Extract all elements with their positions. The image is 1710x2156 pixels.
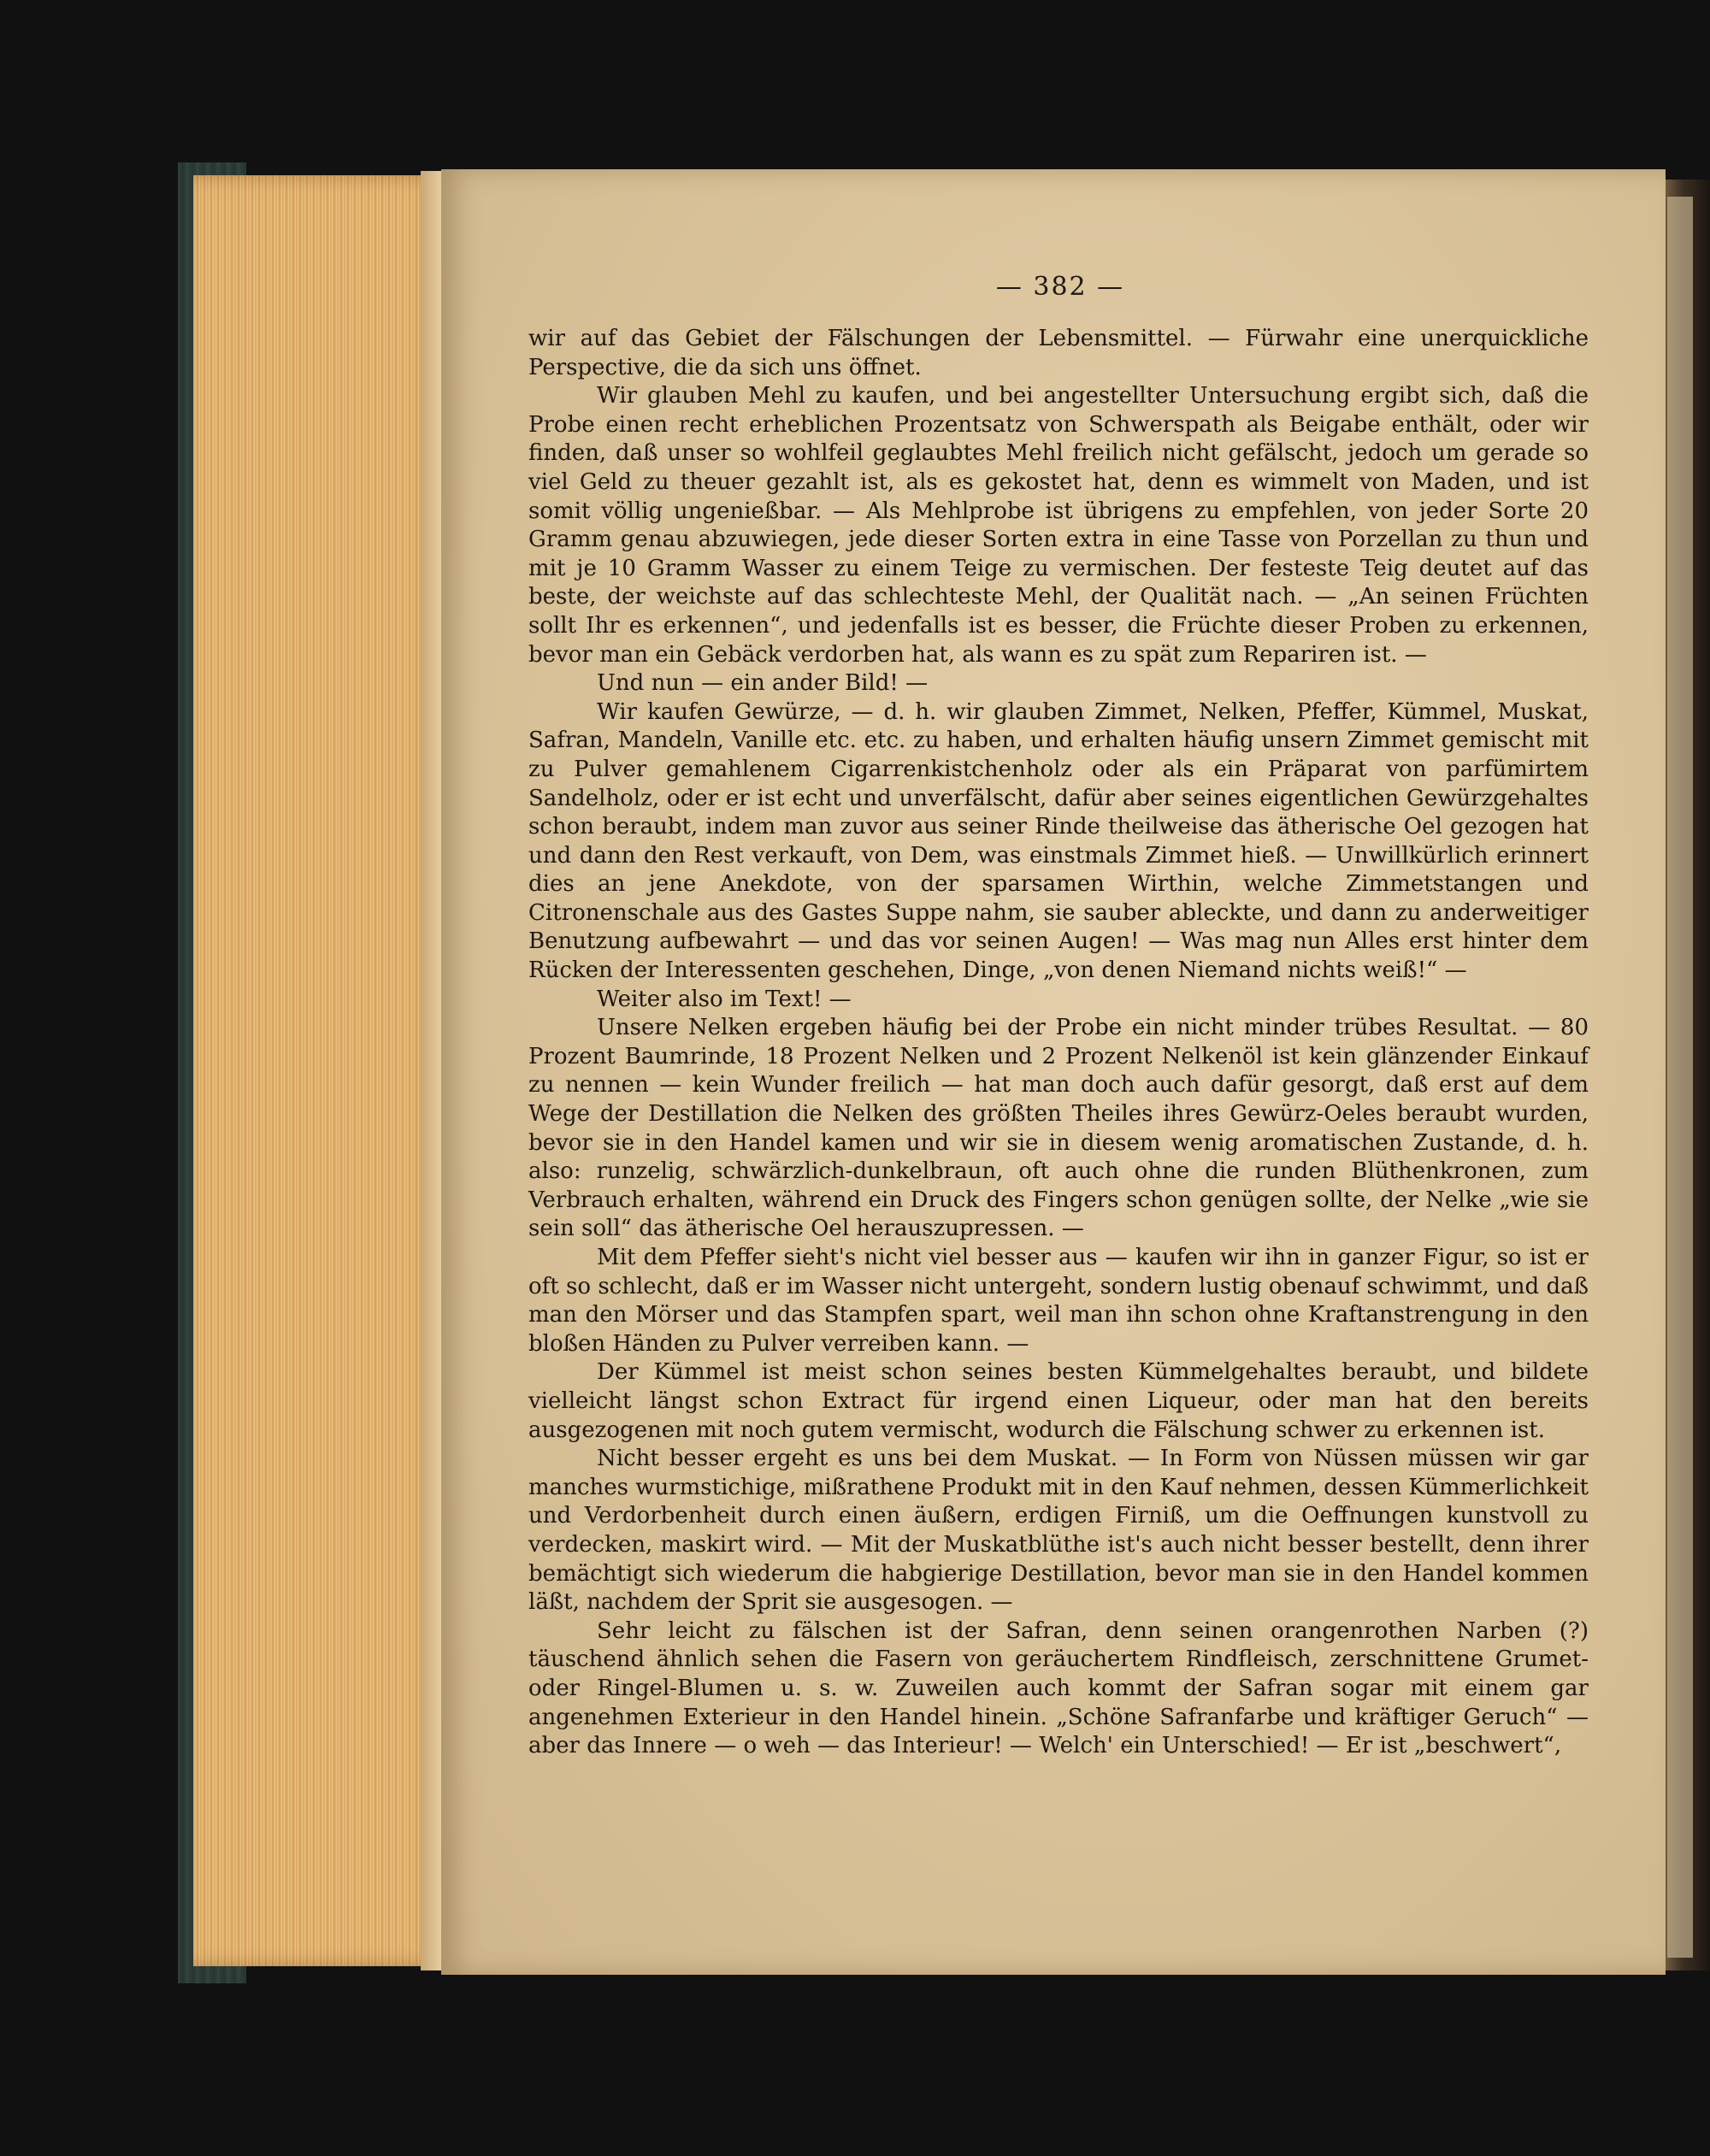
paragraph: Mit dem Pfeffer sieht's nicht viel besser aus — kaufen wir ihn in ganzer Figur, so ist er oft so schlecht, daß er im Wasser nicht untergeht, sondern lustig obenauf schwimmt, und daß man den Mörser und das Stampfen spart, weil man ihn schon ohne Kraftanstrengung in den bloßen Händen zu Pulver verreiben kann. — [528,1245,1589,1357]
page-number: — 382 — [995,272,1125,302]
paragraph: Nicht besser ergeht es uns bei dem Muskat. — In Form von Nüssen müssen wir gar manches wurmstichige, mißrathene Produkt mit in den Kauf nehmen, dessen Kümmerlichkeit und Verdorbenheit durch einen äußern, erdigen Firniß, um die Oeffnungen kunstvoll zu verdecken, maskirt wird. — Mit der Muskatblüthe ist's auch nicht besser bestellt, denn ihrer bemächtigt sich wiederum die habgierige Destillation, bevor man sie in den Handel kommen läßt, nachdem der Sprit sie ausgesogen. — [528,1446,1589,1616]
page-text [528,325,1589,1941]
paragraph: Der Kümmel ist meist schon seines besten Kümmelgehaltes beraubt, und bildete vielleicht längst schon Extract für irgend einen Liqueur, oder man hat den bereits ausgezogenen mit noch gutem vermischt, wodurch die Fälschung schwer zu erkennen ist. [528,1359,1589,1443]
paragraph: Sehr leicht zu fälschen ist der Safran, denn seinen orangenrothen Narben (?) täuschend ähnlich sehen die Fasern von geräuchertem Rindfleisch, zerschnittene Grumet- oder Ringel-Blumen u. s. w. Zuweilen auch kommt der Safran sogar mit einem gar angenehmen Exterieur in den Handel hinein. „Schöne Safranfarbe und kräftiger Geruch“ — aber das Innere — o weh — das Interieur! — Welch' ein Unterschied! — Er ist „beschwert“, [528,1617,1589,1759]
paragraph: Weiter also im Text! — [597,986,852,1012]
paragraph: Wir glauben Mehl zu kaufen, und bei angestellter Untersuchung ergibt sich, daß die Probe einen recht erheblichen Prozentsatz von Schwerspath als Beigabe enthält, oder wir finden, daß unser so wohlfeil geglaubtes Mehl freilich nicht gefälscht, jedoch um gerade so viel Geld zu theuer gezahlt ist, als es gekostet hat, denn es wimmelt von Maden, und ist somit völlig ungenießbar. — Als Mehlprobe ist übrigens zu empfehlen, von jeder Sorte 20 Gramm genau abzuwiegen, jede dieser Sorten extra in eine Tasse von Porzellan zu thun und mit je 10 Gramm Wasser zu einem Teige zu vermischen. Der festeste Teig deutet auf das beste, der weichste auf das schlechteste Mehl, der Qualität nach. — „An seinen Früchten sollt Ihr es erkennen“, und jedenfalls ist es besser, die Früchte dieser Proben zu erkennen, bevor man ein Gebäck verdorben hat, als wann es zu spät zum Repariren ist. — [528,383,1589,668]
page-gutter [421,171,441,1970]
page-block-edges [193,175,441,1966]
facing-page-edge [1667,197,1693,1958]
paragraph: Unsere Nelken ergeben häufig bei der Probe ein nicht minder trübes Resultat. — 80 Prozent Baumrinde, 18 Prozent Nelken und 2 Prozent Nelkenöl ist kein glänzender Einkauf zu nennen — kein Wunder freilich — hat man doch auch dafür gesorgt, daß erst auf dem Wege der Destillation die Nelken des größten Theiles ihres Gewürz-Oeles beraubt wurden, bevor sie in den Handel kamen und wir sie in diesem wenig aromatischen Zustande, d. h. also: runzelig, schwärzlich-dunkelbraun, oft auch ohne die runden Blüthenkronen, zum Verbrauch erhalten, während ein Druck des Fingers schon genügen sollte, der Nelke „wie sie sein soll“ das ätherische Oel herauszupressen. — [528,1015,1589,1242]
paragraph: wir auf das Gebiet der Fälschungen der Lebensmittel. — Fürwahr eine unerquickliche Perspective, die da sich uns öffnet. [528,326,1589,380]
paragraph: Und nun — ein ander Bild! — [597,670,929,697]
paragraph: Wir kaufen Gewürze, — d. h. wir glauben Zimmet, Nelken, Pfeffer, Kümmel, Muskat, Safran, Mandeln, Vanille etc. etc. zu haben, und erhalten häufig unsern Zimmet gemischt mit zu Pulver gemahlenem Cigarrenkistchenholz oder als ein Präparat von parfümirtem Sandelholz, oder er ist echt und unverfälscht, dafür aber seines eigentlichen Gewürzgehaltes schon beraubt, indem man zuvor aus seiner Rinde theilweise das ätherische Oel gezogen hat und dann den Rest verkauft, von Dem, was einstmals Zimmet hieß. — Unwillkürlich erinnert dies an jene Anekdote, von der sparsamen Wirthin, welche Zimmetstangen und Citronenschale aus des Gastes Suppe nahm, sie sauber ableckte, und dann zu anderweitiger Benutzung aufbewahrt — und das vor seinen Augen! — Was mag nun Alles erst hinter dem Rücken der Interessenten geschehen, Dinge, „von denen Niemand nichts weiß!“ — [528,698,1589,984]
